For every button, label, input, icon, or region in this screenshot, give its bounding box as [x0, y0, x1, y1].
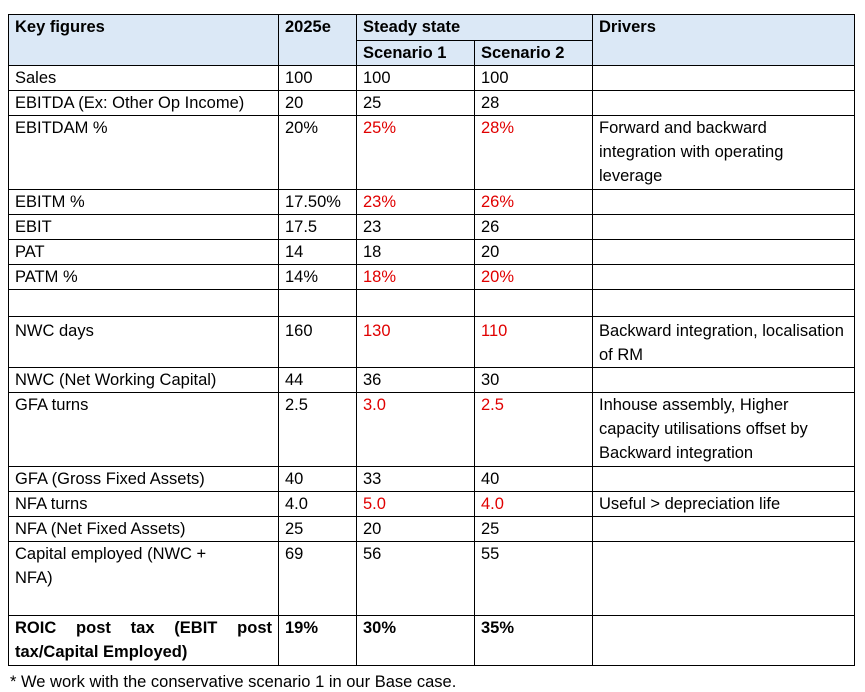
- cell-driver: [593, 240, 855, 265]
- cell-driver: [593, 290, 855, 317]
- cell-2025e: 14: [279, 240, 357, 265]
- cell-scenario-2: 20%: [475, 265, 593, 290]
- cell-scenario-2: 110: [475, 317, 593, 368]
- table-row: [9, 393, 855, 467]
- table-row: [9, 91, 855, 116]
- header-steady-state: Steady state: [357, 15, 593, 41]
- cell-scenario-2: 100: [475, 66, 593, 91]
- cell-2025e: 44: [279, 368, 357, 393]
- row-label: NWC days: [9, 317, 279, 368]
- cell-2025e: 69: [279, 542, 357, 616]
- cell-scenario-1: 130: [357, 317, 475, 368]
- row-label: EBITM %: [9, 190, 279, 215]
- cell-2025e: 17.50%: [279, 190, 357, 215]
- table-row: [9, 492, 855, 517]
- cell-scenario-1: 30%: [357, 616, 475, 666]
- cell-2025e: [279, 290, 357, 317]
- cell-scenario-2: 40: [475, 467, 593, 492]
- cell-scenario-1: 3.0: [357, 393, 475, 467]
- cell-scenario-1: 25%: [357, 116, 475, 190]
- cell-2025e: 14%: [279, 265, 357, 290]
- table-row: [9, 517, 855, 542]
- table-row: [9, 368, 855, 393]
- table-row: [9, 190, 855, 215]
- cell-driver: Useful > depreciation life: [593, 492, 855, 517]
- cell-2025e: 25: [279, 517, 357, 542]
- cell-scenario-2: 35%: [475, 616, 593, 666]
- cell-driver: [593, 542, 855, 616]
- cell-2025e: 19%: [279, 616, 357, 666]
- cell-scenario-2: 28%: [475, 116, 593, 190]
- cell-driver: [593, 91, 855, 116]
- cell-driver: Inhouse assembly, Higher capacity utilisations offset by Backward integration: [593, 393, 855, 467]
- row-label: PAT: [9, 240, 279, 265]
- cell-driver: [593, 467, 855, 492]
- cell-scenario-2: 20: [475, 240, 593, 265]
- cell-2025e: 4.0: [279, 492, 357, 517]
- row-label: NFA turns: [9, 492, 279, 517]
- row-label: GFA turns: [9, 393, 279, 467]
- cell-scenario-1: 25: [357, 91, 475, 116]
- cell-driver: [593, 265, 855, 290]
- cell-scenario-2: 25: [475, 517, 593, 542]
- cell-scenario-2: [475, 290, 593, 317]
- key-figures-table: [8, 14, 855, 666]
- header-scenario-2: Scenario 2: [475, 41, 593, 66]
- cell-driver: [593, 190, 855, 215]
- cell-2025e: 160: [279, 317, 357, 368]
- table-row: [9, 240, 855, 265]
- cell-scenario-1: 33: [357, 467, 475, 492]
- row-label: [9, 290, 279, 317]
- header-scenario-1: Scenario 1: [357, 41, 475, 66]
- cell-driver: [593, 368, 855, 393]
- cell-driver: [593, 66, 855, 91]
- cell-scenario-1: 23: [357, 215, 475, 240]
- row-label: NFA (Net Fixed Assets): [9, 517, 279, 542]
- cell-scenario-2: 2.5: [475, 393, 593, 467]
- row-label: NWC (Net Working Capital): [9, 368, 279, 393]
- cell-scenario-2: 26%: [475, 190, 593, 215]
- header-2025e: 2025e: [279, 15, 357, 66]
- cell-scenario-2: 28: [475, 91, 593, 116]
- cell-2025e: 20%: [279, 116, 357, 190]
- cell-scenario-2: 30: [475, 368, 593, 393]
- cell-2025e: 20: [279, 91, 357, 116]
- header-row: [9, 15, 855, 41]
- cell-2025e: 2.5: [279, 393, 357, 467]
- cell-scenario-1: 5.0: [357, 492, 475, 517]
- row-label: PATM %: [9, 265, 279, 290]
- cell-driver: Forward and backward integration with operating leverage: [593, 116, 855, 190]
- table-row-empty: [9, 290, 855, 317]
- table-row: [9, 467, 855, 492]
- row-label: EBIT: [9, 215, 279, 240]
- cell-scenario-1: 18: [357, 240, 475, 265]
- cell-driver: [593, 215, 855, 240]
- cell-2025e: 17.5: [279, 215, 357, 240]
- cell-scenario-1: 56: [357, 542, 475, 616]
- table-row: [9, 317, 855, 368]
- row-label: Sales: [9, 66, 279, 91]
- cell-2025e: 40: [279, 467, 357, 492]
- row-label: GFA (Gross Fixed Assets): [9, 467, 279, 492]
- cell-scenario-1: 100: [357, 66, 475, 91]
- table-row: [9, 66, 855, 91]
- cell-scenario-1: 20: [357, 517, 475, 542]
- cell-scenario-1: 36: [357, 368, 475, 393]
- table-row: [9, 265, 855, 290]
- cell-driver: Backward integration, localisation of RM: [593, 317, 855, 368]
- cell-scenario-2: 55: [475, 542, 593, 616]
- row-label: EBITDAM %: [9, 116, 279, 190]
- cell-scenario-1: 18%: [357, 265, 475, 290]
- row-label: Capital employed (NWC + NFA): [9, 542, 279, 616]
- table-row: [9, 116, 855, 190]
- cell-driver: [593, 517, 855, 542]
- footnote: * We work with the conservative scenario 1 in our Base case.: [10, 673, 457, 691]
- row-label: EBITDA (Ex: Other Op Income): [9, 91, 279, 116]
- row-label: ROIC post tax (EBIT post tax/Capital Employed): [9, 616, 279, 666]
- header-key-figures: Key figures: [9, 15, 279, 66]
- cell-scenario-2: 26: [475, 215, 593, 240]
- cell-2025e: 100: [279, 66, 357, 91]
- header-drivers: Drivers: [593, 15, 855, 66]
- cell-scenario-1: [357, 290, 475, 317]
- cell-driver: [593, 616, 855, 666]
- cell-scenario-2: 4.0: [475, 492, 593, 517]
- table-row-total: [9, 616, 855, 666]
- table-row: [9, 542, 855, 616]
- cell-scenario-1: 23%: [357, 190, 475, 215]
- table-row: [9, 215, 855, 240]
